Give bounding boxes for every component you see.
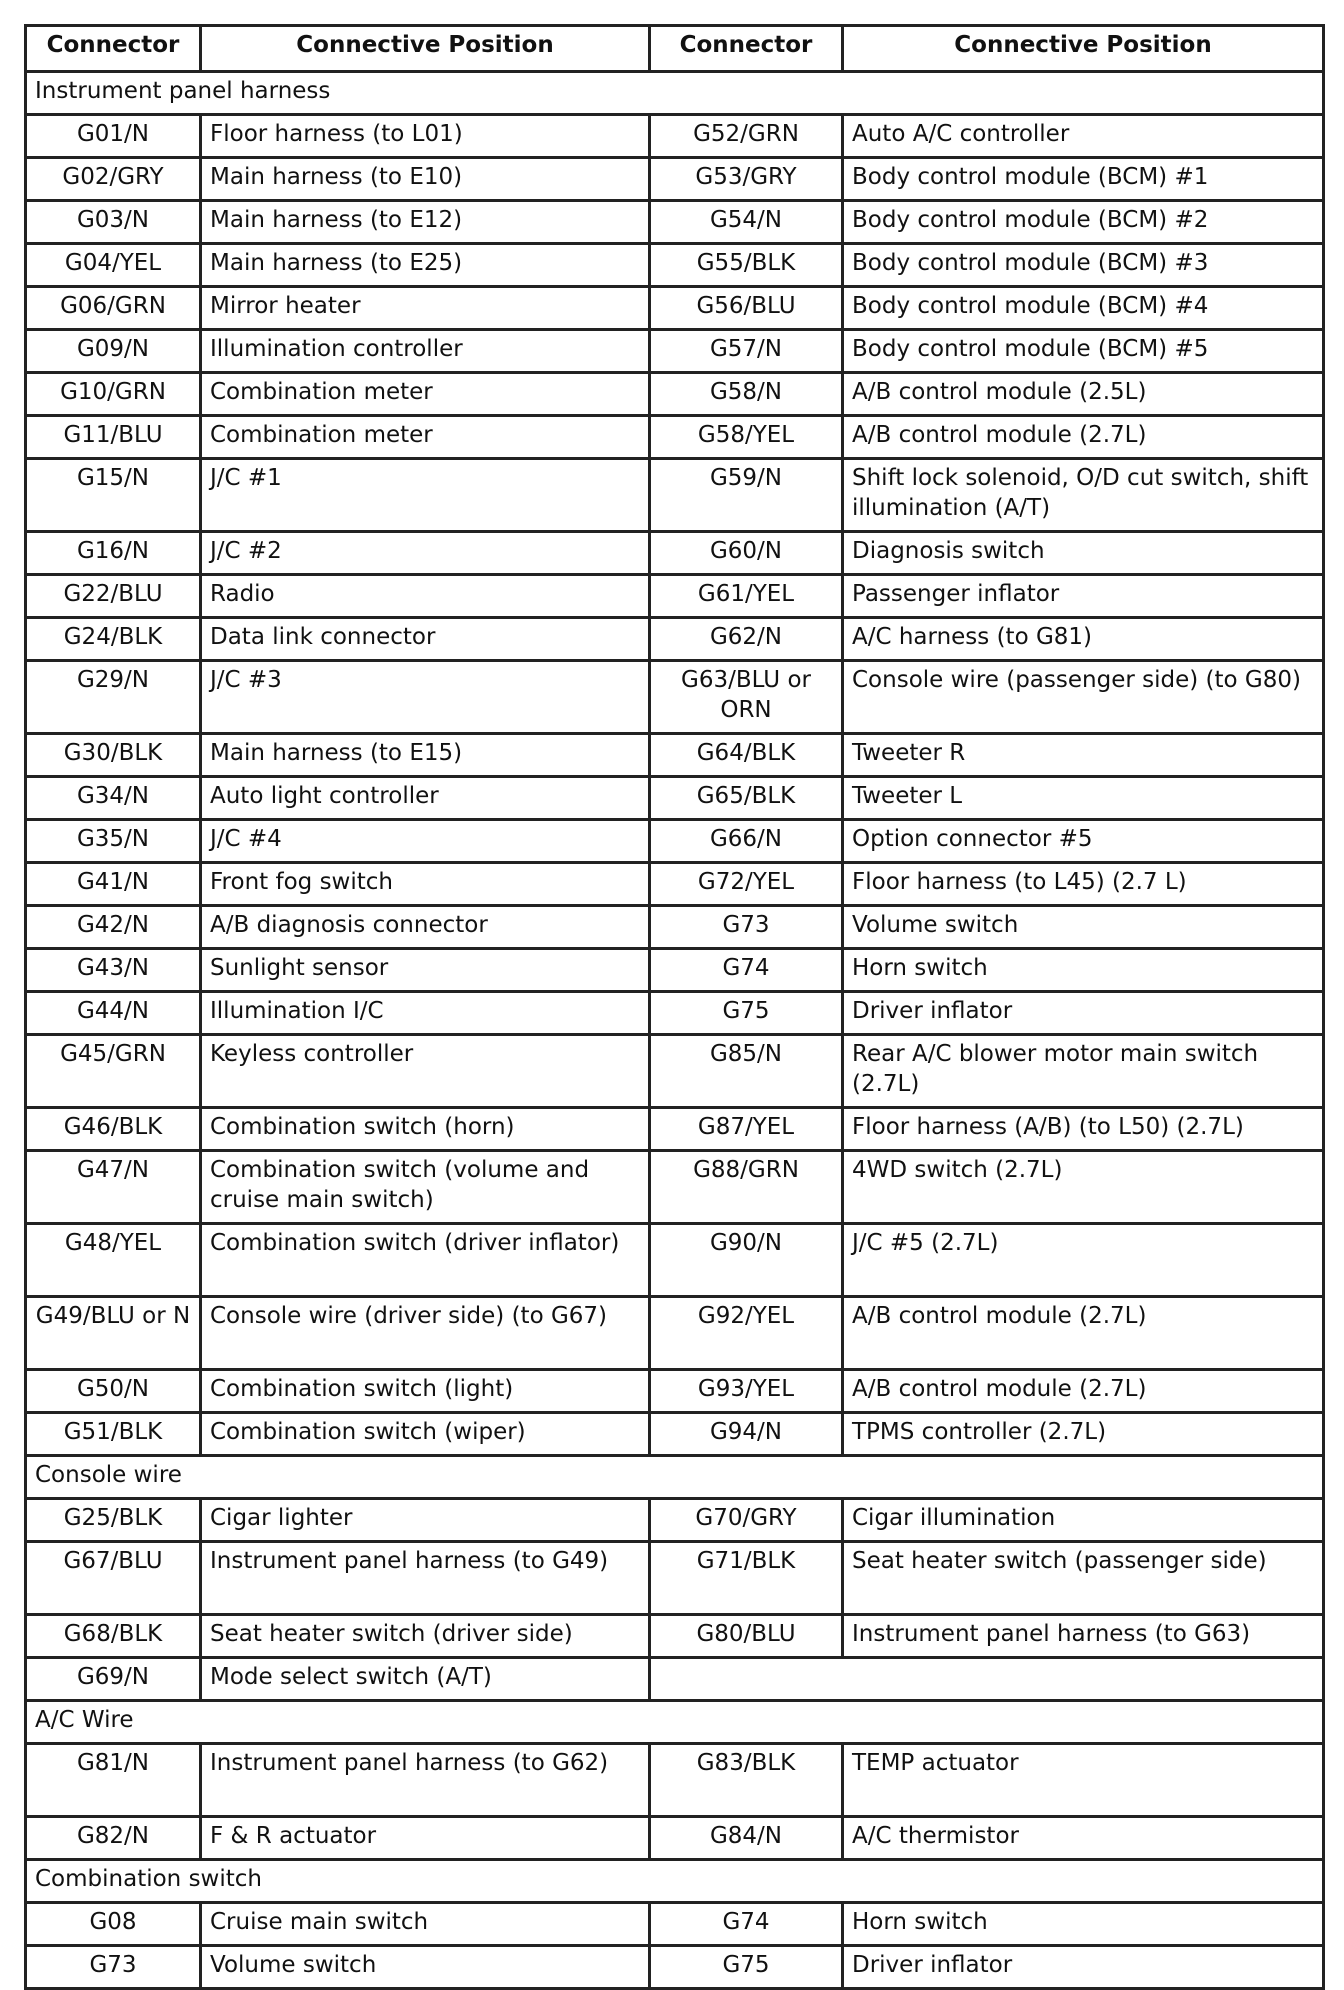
connector-cell: G83/BLK bbox=[650, 1744, 843, 1817]
position-cell: Body control module (BCM) #5 bbox=[843, 330, 1324, 373]
connector-cell: G70/GRY bbox=[650, 1499, 843, 1542]
position-cell: Combination switch (horn) bbox=[201, 1108, 650, 1151]
position-cell: Tweeter L bbox=[843, 777, 1324, 820]
connector-cell: G90/N bbox=[650, 1224, 843, 1297]
table-body bbox=[26, 72, 1324, 1989]
position-cell: Instrument panel harness (to G63) bbox=[843, 1615, 1324, 1658]
position-cell: Diagnosis switch bbox=[843, 532, 1324, 575]
connector-cell: G67/BLU bbox=[26, 1542, 201, 1615]
header-connector-2: Connector bbox=[650, 26, 843, 72]
position-cell: A/C harness (to G81) bbox=[843, 618, 1324, 661]
position-cell: TEMP actuator bbox=[843, 1744, 1324, 1817]
position-cell: Mirror heater bbox=[201, 287, 650, 330]
connector-cell: G41/N bbox=[26, 863, 201, 906]
connector-cell: G68/BLK bbox=[26, 1615, 201, 1658]
position-cell: 4WD switch (2.7L) bbox=[843, 1151, 1324, 1224]
position-cell: Instrument panel harness (to G62) bbox=[201, 1744, 650, 1817]
position-cell: J/C #3 bbox=[201, 661, 650, 734]
position-cell: Combination switch (light) bbox=[201, 1370, 650, 1413]
position-cell: Floor harness (to L45) (2.7 L) bbox=[843, 863, 1324, 906]
position-cell: Auto light controller bbox=[201, 777, 650, 820]
position-cell: Driver inflator bbox=[843, 1946, 1324, 1989]
table-row bbox=[26, 906, 1324, 949]
connector-cell: G93/YEL bbox=[650, 1370, 843, 1413]
connector-cell: G01/N bbox=[26, 115, 201, 158]
connector-cell: G75 bbox=[650, 1946, 843, 1989]
connector-cell: G34/N bbox=[26, 777, 201, 820]
connector-cell: G88/GRN bbox=[650, 1151, 843, 1224]
connector-cell: G82/N bbox=[26, 1817, 201, 1860]
header-position-1: Connective Position bbox=[201, 26, 650, 72]
table-row bbox=[26, 949, 1324, 992]
position-cell: Illumination I/C bbox=[201, 992, 650, 1035]
connector-cell: G63/BLU or ORN bbox=[650, 661, 843, 734]
connector-cell: G03/N bbox=[26, 201, 201, 244]
table-row bbox=[26, 1542, 1324, 1615]
connector-cell: G84/N bbox=[650, 1817, 843, 1860]
connector-cell: G24/BLK bbox=[26, 618, 201, 661]
connector-cell: G59/N bbox=[650, 459, 843, 532]
table-row bbox=[26, 1903, 1324, 1946]
table-row bbox=[26, 373, 1324, 416]
position-cell: Combination switch (driver inflator) bbox=[201, 1224, 650, 1297]
table-row bbox=[26, 992, 1324, 1035]
position-cell: Main harness (to E12) bbox=[201, 201, 650, 244]
header-position-2: Connective Position bbox=[843, 26, 1324, 72]
table-row bbox=[26, 863, 1324, 906]
connector-cell: G56/BLU bbox=[650, 287, 843, 330]
table-row bbox=[26, 1035, 1324, 1108]
table-row bbox=[26, 820, 1324, 863]
position-cell: Body control module (BCM) #1 bbox=[843, 158, 1324, 201]
connector-cell: G50/N bbox=[26, 1370, 201, 1413]
connector-cell: G72/YEL bbox=[650, 863, 843, 906]
table-row bbox=[26, 1370, 1324, 1413]
position-cell: A/B control module (2.7L) bbox=[843, 416, 1324, 459]
position-cell: Floor harness (to L01) bbox=[201, 115, 650, 158]
position-cell: A/B control module (2.7L) bbox=[843, 1370, 1324, 1413]
position-cell: J/C #4 bbox=[201, 820, 650, 863]
connector-cell: G69/N bbox=[26, 1658, 201, 1701]
connector-cell: G35/N bbox=[26, 820, 201, 863]
connector-cell: G94/N bbox=[650, 1413, 843, 1456]
position-cell: Radio bbox=[201, 575, 650, 618]
position-cell: Combination switch (wiper) bbox=[201, 1413, 650, 1456]
connector-cell: G48/YEL bbox=[26, 1224, 201, 1297]
position-cell: Front fog switch bbox=[201, 863, 650, 906]
connector-cell: G30/BLK bbox=[26, 734, 201, 777]
position-cell: Passenger inflator bbox=[843, 575, 1324, 618]
position-cell: Body control module (BCM) #4 bbox=[843, 287, 1324, 330]
position-cell: Volume switch bbox=[201, 1946, 650, 1989]
table-row bbox=[26, 1946, 1324, 1989]
position-cell: Illumination controller bbox=[201, 330, 650, 373]
connector-cell: G52/GRN bbox=[650, 115, 843, 158]
table-row bbox=[26, 1658, 1324, 1701]
connector-cell: G85/N bbox=[650, 1035, 843, 1108]
position-cell: Rear A/C blower motor main switch (2.7L) bbox=[843, 1035, 1324, 1108]
position-cell: Instrument panel harness (to G49) bbox=[201, 1542, 650, 1615]
table-row bbox=[26, 459, 1324, 532]
connector-cell: G42/N bbox=[26, 906, 201, 949]
table-row bbox=[26, 416, 1324, 459]
connector-cell: G74 bbox=[650, 949, 843, 992]
table-row bbox=[26, 1151, 1324, 1224]
position-cell: A/B control module (2.5L) bbox=[843, 373, 1324, 416]
position-cell: Combination switch (volume and cruise main switch) bbox=[201, 1151, 650, 1224]
connector-cell: G73 bbox=[26, 1946, 201, 1989]
position-cell: TPMS controller (2.7L) bbox=[843, 1413, 1324, 1456]
position-cell: J/C #2 bbox=[201, 532, 650, 575]
table-row bbox=[26, 115, 1324, 158]
position-cell: Horn switch bbox=[843, 1903, 1324, 1946]
position-cell: Data link connector bbox=[201, 618, 650, 661]
table-row bbox=[26, 1108, 1324, 1151]
position-cell: J/C #5 (2.7L) bbox=[843, 1224, 1324, 1297]
connector-cell: G55/BLK bbox=[650, 244, 843, 287]
section-row bbox=[26, 1701, 1324, 1744]
position-cell: Combination meter bbox=[201, 416, 650, 459]
position-cell: Body control module (BCM) #2 bbox=[843, 201, 1324, 244]
position-cell: Console wire (driver side) (to G67) bbox=[201, 1297, 650, 1370]
table-row bbox=[26, 287, 1324, 330]
connector-cell: G64/BLK bbox=[650, 734, 843, 777]
connector-cell: G87/YEL bbox=[650, 1108, 843, 1151]
connector-cell: G45/GRN bbox=[26, 1035, 201, 1108]
connector-cell: G46/BLK bbox=[26, 1108, 201, 1151]
connector-cell: G66/N bbox=[650, 820, 843, 863]
position-cell: A/B diagnosis connector bbox=[201, 906, 650, 949]
section-row bbox=[26, 72, 1324, 115]
connector-cell: G74 bbox=[650, 1903, 843, 1946]
connector-cell: G47/N bbox=[26, 1151, 201, 1224]
table-row bbox=[26, 244, 1324, 287]
header-row bbox=[26, 26, 1324, 72]
empty-cell bbox=[650, 1658, 1324, 1701]
table-row bbox=[26, 575, 1324, 618]
connector-cell: G73 bbox=[650, 906, 843, 949]
position-cell: Main harness (to E25) bbox=[201, 244, 650, 287]
position-cell: Driver inflator bbox=[843, 992, 1324, 1035]
table-row bbox=[26, 201, 1324, 244]
position-cell: Horn switch bbox=[843, 949, 1324, 992]
connector-table bbox=[24, 24, 1325, 1990]
position-cell: Floor harness (A/B) (to L50) (2.7L) bbox=[843, 1108, 1324, 1151]
connector-cell: G57/N bbox=[650, 330, 843, 373]
section-title: Console wire bbox=[26, 1456, 1324, 1499]
section-row bbox=[26, 1456, 1324, 1499]
position-cell: Main harness (to E15) bbox=[201, 734, 650, 777]
table-row bbox=[26, 1744, 1324, 1817]
table-row bbox=[26, 1224, 1324, 1297]
position-cell: J/C #1 bbox=[201, 459, 650, 532]
position-cell: Auto A/C controller bbox=[843, 115, 1324, 158]
table-row bbox=[26, 618, 1324, 661]
table-row bbox=[26, 532, 1324, 575]
position-cell: Combination meter bbox=[201, 373, 650, 416]
connector-cell: G60/N bbox=[650, 532, 843, 575]
table-row bbox=[26, 1817, 1324, 1860]
connector-cell: G10/GRN bbox=[26, 373, 201, 416]
position-cell: Option connector #5 bbox=[843, 820, 1324, 863]
position-cell: Seat heater switch (driver side) bbox=[201, 1615, 650, 1658]
table-row bbox=[26, 330, 1324, 373]
connector-cell: G81/N bbox=[26, 1744, 201, 1817]
connector-cell: G25/BLK bbox=[26, 1499, 201, 1542]
position-cell: Volume switch bbox=[843, 906, 1324, 949]
connector-cell: G61/YEL bbox=[650, 575, 843, 618]
connector-cell: G80/BLU bbox=[650, 1615, 843, 1658]
connector-cell: G75 bbox=[650, 992, 843, 1035]
table-row bbox=[26, 777, 1324, 820]
connector-cell: G62/N bbox=[650, 618, 843, 661]
position-cell: A/B control module (2.7L) bbox=[843, 1297, 1324, 1370]
connector-cell: G04/YEL bbox=[26, 244, 201, 287]
position-cell: Sunlight sensor bbox=[201, 949, 650, 992]
position-cell: Shift lock solenoid, O/D cut switch, shift illumination (A/T) bbox=[843, 459, 1324, 532]
position-cell: Seat heater switch (passenger side) bbox=[843, 1542, 1324, 1615]
connector-cell: G44/N bbox=[26, 992, 201, 1035]
section-title: Combination switch bbox=[26, 1860, 1324, 1903]
connector-cell: G06/GRN bbox=[26, 287, 201, 330]
position-cell: Tweeter R bbox=[843, 734, 1324, 777]
connector-cell: G43/N bbox=[26, 949, 201, 992]
connector-cell: G16/N bbox=[26, 532, 201, 575]
connector-cell: G51/BLK bbox=[26, 1413, 201, 1456]
table-row bbox=[26, 1615, 1324, 1658]
section-title: A/C Wire bbox=[26, 1701, 1324, 1744]
connector-cell: G11/BLU bbox=[26, 416, 201, 459]
connector-cell: G09/N bbox=[26, 330, 201, 373]
table-row bbox=[26, 734, 1324, 777]
table-row bbox=[26, 1499, 1324, 1542]
header-connector-1: Connector bbox=[26, 26, 201, 72]
connector-cell: G15/N bbox=[26, 459, 201, 532]
position-cell: Cigar lighter bbox=[201, 1499, 650, 1542]
table-row bbox=[26, 158, 1324, 201]
position-cell: Keyless controller bbox=[201, 1035, 650, 1108]
connector-cell: G53/GRY bbox=[650, 158, 843, 201]
position-cell: A/C thermistor bbox=[843, 1817, 1324, 1860]
table-row bbox=[26, 661, 1324, 734]
position-cell: Cigar illumination bbox=[843, 1499, 1324, 1542]
connector-cell: G22/BLU bbox=[26, 575, 201, 618]
position-cell: Body control module (BCM) #3 bbox=[843, 244, 1324, 287]
connector-cell: G08 bbox=[26, 1903, 201, 1946]
position-cell: Cruise main switch bbox=[201, 1903, 650, 1946]
position-cell: Console wire (passenger side) (to G80) bbox=[843, 661, 1324, 734]
position-cell: Mode select switch (A/T) bbox=[201, 1658, 650, 1701]
position-cell: Main harness (to E10) bbox=[201, 158, 650, 201]
connector-cell: G92/YEL bbox=[650, 1297, 843, 1370]
connector-cell: G58/N bbox=[650, 373, 843, 416]
connector-table-container bbox=[24, 24, 1322, 1990]
table-row bbox=[26, 1413, 1324, 1456]
connector-cell: G49/BLU or N bbox=[26, 1297, 201, 1370]
connector-cell: G54/N bbox=[650, 201, 843, 244]
table-row bbox=[26, 1297, 1324, 1370]
connector-cell: G71/BLK bbox=[650, 1542, 843, 1615]
connector-cell: G65/BLK bbox=[650, 777, 843, 820]
connector-cell: G29/N bbox=[26, 661, 201, 734]
position-cell: F & R actuator bbox=[201, 1817, 650, 1860]
section-row bbox=[26, 1860, 1324, 1903]
section-title: Instrument panel harness bbox=[26, 72, 1324, 115]
connector-cell: G02/GRY bbox=[26, 158, 201, 201]
connector-cell: G58/YEL bbox=[650, 416, 843, 459]
